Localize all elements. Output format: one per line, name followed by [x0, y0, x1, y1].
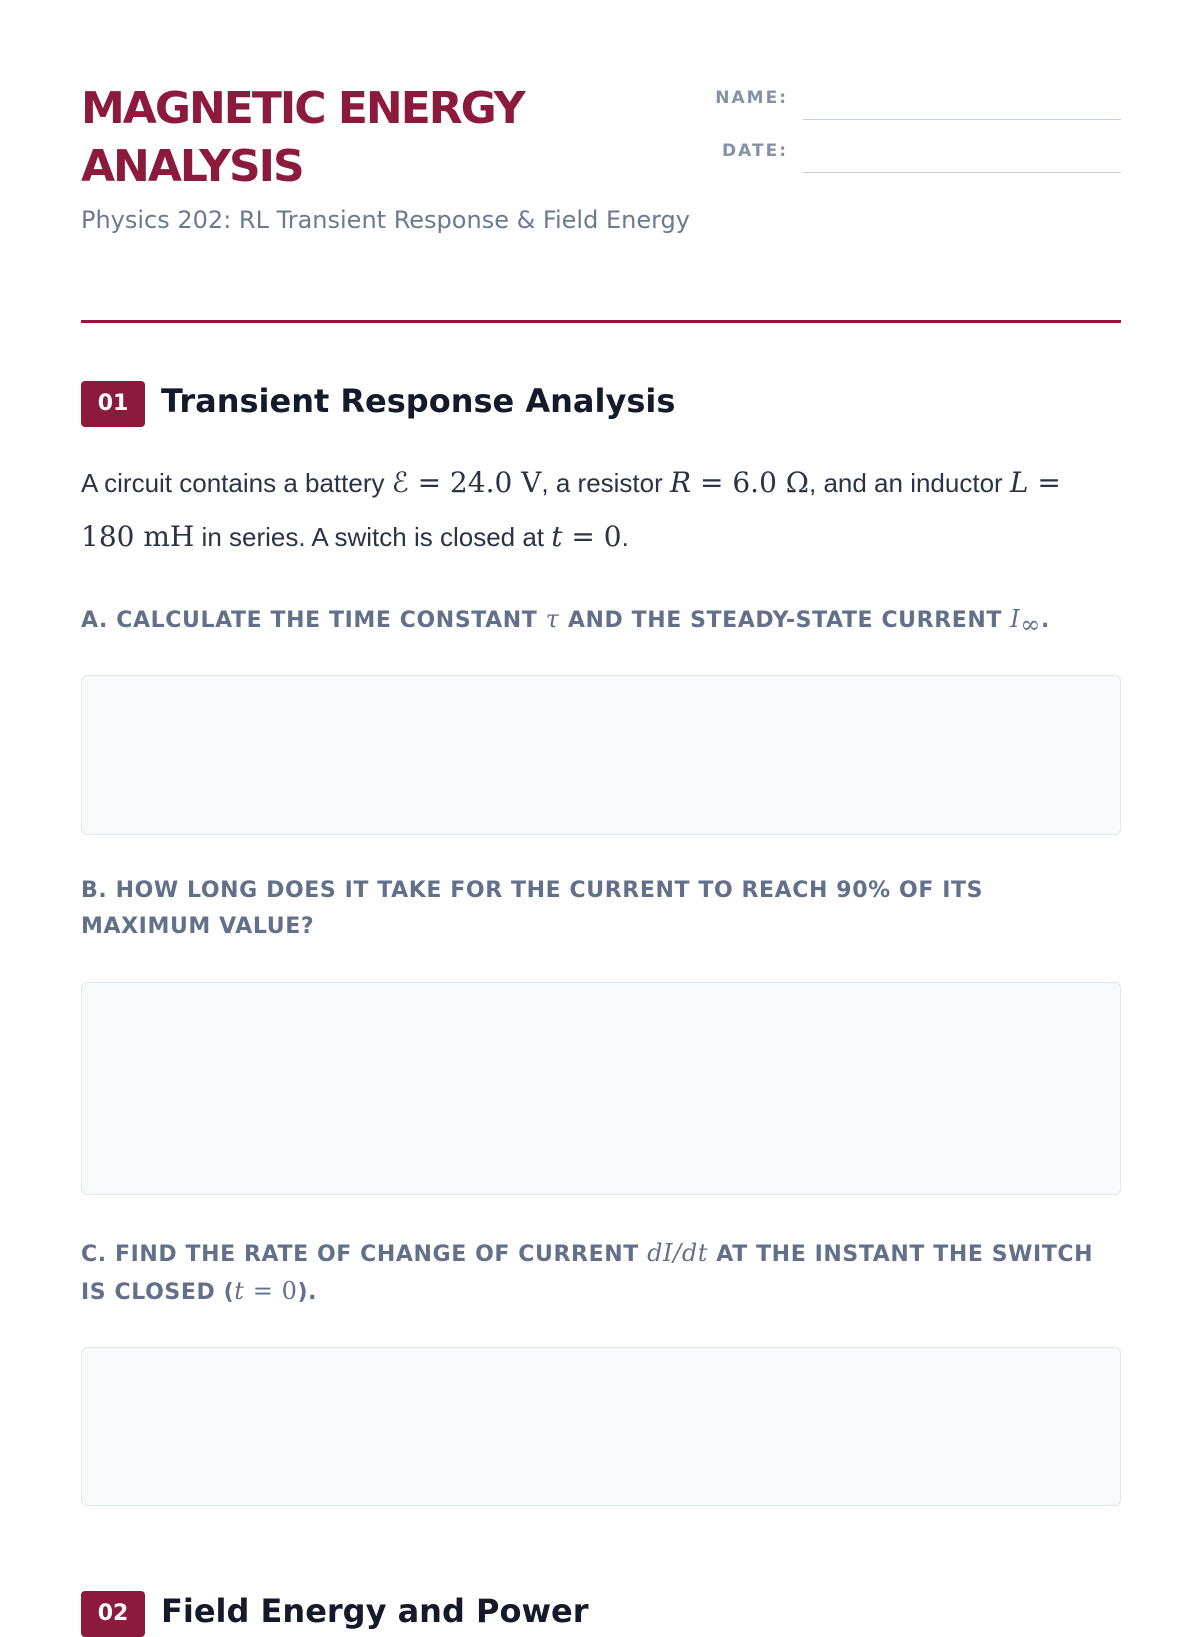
date-label: DATE: — [722, 141, 788, 161]
emf-value: = 24.0 V — [408, 466, 542, 499]
question-c-text-1: C. FIND THE RATE OF CHANGE OF CURRENT — [81, 1242, 648, 1267]
answer-box-b[interactable] — [81, 982, 1121, 1195]
date-field — [701, 137, 1121, 167]
section-1-title: Transient Response Analysis — [161, 382, 676, 420]
question-b: B. HOW LONG DOES IT TAKE FOR THE CURRENT TO REACH 90% OF ITS MAXIMUM VALUE? — [81, 878, 984, 939]
header-divider — [81, 320, 1121, 323]
inductance-symbol: L — [1009, 466, 1029, 499]
question-a-text-3: . — [1040, 608, 1050, 633]
question-c-text-2: AT THE INSTANT THE SWITCH IS CLOSED ( — [81, 1242, 1094, 1305]
worksheet-page — [81, 0, 1121, 1630]
question-a-text-2: AND THE STEADY-STATE CURRENT — [559, 608, 1011, 633]
question-c — [81, 1235, 1121, 1311]
section-1-number-badge: 01 — [81, 381, 145, 427]
title-line-1: MAGNETIC ENERGY — [81, 83, 524, 134]
question-c-text-3: ). — [297, 1280, 318, 1305]
intro-text-1: A circuit contains a battery — [81, 468, 392, 498]
name-input-line[interactable] — [803, 119, 1121, 120]
intro-text-4: in series. A switch is closed at — [194, 522, 552, 552]
page-subtitle: Physics 202: RL Transient Response & Field Energy — [81, 206, 690, 234]
question-a — [81, 601, 1121, 642]
name-label: NAME: — [715, 88, 788, 108]
name-field — [701, 84, 1121, 114]
time-value: = 0 — [562, 520, 622, 553]
date-input-line[interactable] — [803, 172, 1121, 173]
page-title — [81, 80, 641, 196]
tau-symbol: τ — [545, 605, 560, 633]
current-symbol: I — [1010, 605, 1021, 633]
title-line-2: ANALYSIS — [81, 141, 303, 192]
intro-text-5: . — [621, 522, 629, 552]
answer-box-c[interactable] — [81, 1347, 1121, 1506]
intro-text-2: , a resistor — [541, 468, 670, 498]
section-2-number-badge: 02 — [81, 1591, 145, 1637]
question-a-text-1: A. CALCULATE THE TIME CONSTANT — [81, 608, 546, 633]
intro-text-3: , and an inductor — [809, 468, 1010, 498]
didt-symbol: dI/dt — [647, 1239, 709, 1267]
time-symbol-c: t — [234, 1277, 245, 1305]
emf-symbol: ℰ — [391, 466, 409, 499]
resistance-symbol: R — [670, 466, 692, 499]
infinity-subscript: ∞ — [1020, 610, 1041, 639]
problem-statement — [81, 456, 1121, 564]
answer-box-a[interactable] — [81, 675, 1121, 835]
inductance-value: = 180 mH — [81, 466, 1061, 553]
section-2-title: Field Energy and Power — [161, 1592, 589, 1630]
resistance-value: = 6.0 Ω — [691, 466, 809, 499]
time-value-c: = 0 — [244, 1277, 298, 1305]
time-symbol: t — [551, 520, 563, 553]
